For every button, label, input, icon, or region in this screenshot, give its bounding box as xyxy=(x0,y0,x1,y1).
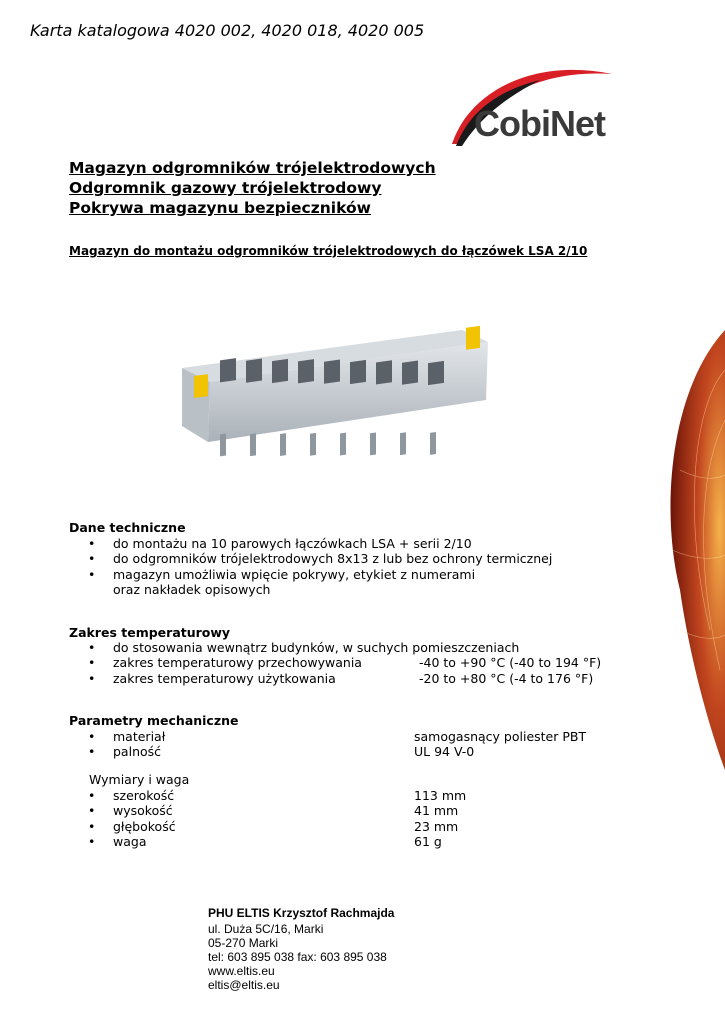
tech-list xyxy=(88,536,552,582)
address-line: 05-270 Marki xyxy=(208,936,279,950)
dim-item: • głębokość 23 mm xyxy=(88,819,608,834)
temp-item: • zakres temperaturowy użytkowania -20 to +80 °C (-4 to 176 °F) xyxy=(88,671,648,686)
tech-item: • do odgromników trójelektrodowych 8x13 z lub bez ochrony termicznej xyxy=(88,551,552,566)
company-name: PHU ELTIS Krzysztof Rachmajda xyxy=(208,906,395,920)
page-header-title: Karta katalogowa 4020 002, 4020 018, 4020 005 xyxy=(30,21,425,40)
dim-item: • wysokość 41 mm xyxy=(88,803,608,818)
main-title-3: Pokrywa magazynu bezpieczników xyxy=(69,199,371,217)
mech-list xyxy=(88,729,608,760)
tech-item-continuation: oraz nakładek opisowych xyxy=(113,582,271,597)
dim-value: 113 mm xyxy=(414,788,467,803)
main-title-2: Odgromnik gazowy trójelektrodowy xyxy=(69,179,382,197)
dims-list xyxy=(88,788,608,849)
dim-value: 41 mm xyxy=(414,803,459,819)
dim-item: • waga 61 g xyxy=(88,834,608,849)
address-line: ul. Duża 5C/16, Marki xyxy=(208,922,324,936)
website-link[interactable]: www.eltis.eu xyxy=(208,964,275,978)
company-address xyxy=(208,922,387,992)
dim-value: 61 g xyxy=(414,833,442,849)
tech-item: • do montażu na 10 parowych łączówkach LSA + serii 2/10 xyxy=(88,536,552,551)
product-image xyxy=(180,322,492,472)
logo-text: CobiNet xyxy=(474,103,605,144)
mech-heading: Parametry mechaniczne xyxy=(69,713,239,728)
temp-heading: Zakres temperaturowy xyxy=(69,625,231,640)
dim-item: • szerokość 113 mm xyxy=(88,788,608,803)
temp-item: • do stosowania wewnątrz budynków, w suchych pomieszczeniach xyxy=(88,640,648,655)
subtitle: Magazyn do montażu odgromników trójelektrodowych do łączówek LSA 2/10 xyxy=(69,244,588,258)
mech-item: • materiał samogasnący poliester PBT xyxy=(88,729,608,744)
main-title-1: Magazyn odgromników trójelektrodowych xyxy=(69,159,436,177)
dim-value: 23 mm xyxy=(414,818,459,834)
mech-value: UL 94 V-0 xyxy=(414,744,475,760)
dimensions-label: Wymiary i waga xyxy=(89,772,190,787)
email-link[interactable]: eltis@eltis.eu xyxy=(208,978,280,992)
phone-line: tel: 603 895 038 fax: 603 895 038 xyxy=(208,950,387,964)
mech-item: • palność UL 94 V-0 xyxy=(88,744,608,759)
tech-heading: Dane techniczne xyxy=(69,520,186,535)
temp-value: -40 to +90 °C (-40 to 194 °F) xyxy=(419,655,602,671)
temp-item: • zakres temperaturowy przechowywania -40 to +90 °C (-40 to 194 °F) xyxy=(88,655,648,670)
temp-list xyxy=(88,640,648,686)
temp-value: -20 to +80 °C (-4 to 176 °F) xyxy=(419,670,594,686)
globe-decoration xyxy=(640,330,725,770)
tech-item: • magazyn umożliwia wpięcie pokrywy, etykiet z numerami xyxy=(88,567,552,582)
mech-value: samogasnący poliester PBT xyxy=(414,729,587,744)
